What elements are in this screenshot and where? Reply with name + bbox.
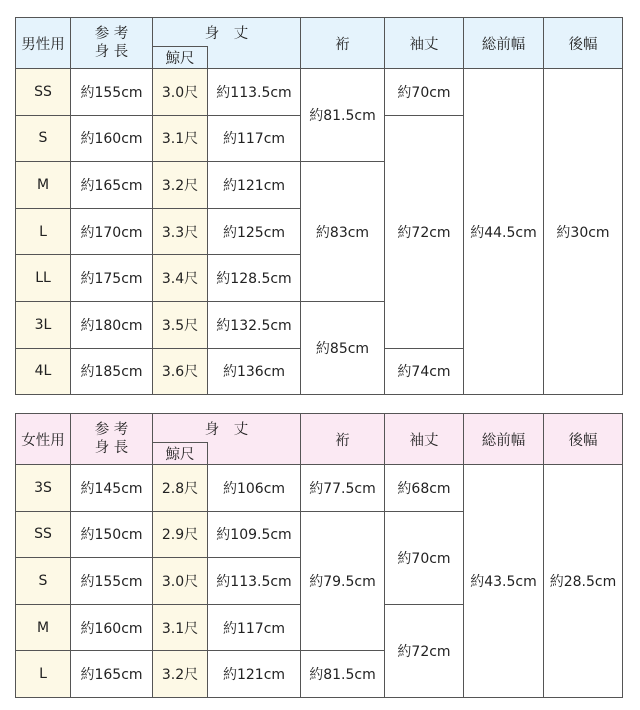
yuki-cell: 約85cm [301, 301, 385, 394]
reference-height-cell: 約155cm [71, 558, 153, 605]
header-ushirohaba: 後幅 [544, 414, 623, 465]
mitake-length-cell: 約109.5cm [208, 511, 301, 558]
mitake-length-cell: 約121cm [208, 162, 301, 209]
header-blank [208, 47, 301, 69]
yuki-cell: 約77.5cm [301, 465, 385, 512]
size-cell: SS [16, 69, 71, 116]
mitake-length-cell: 約125cm [208, 208, 301, 255]
sodetake-cell: 約72cm [385, 115, 464, 348]
mitake-length-cell: 約128.5cm [208, 255, 301, 302]
reference-height-cell: 約160cm [71, 115, 153, 162]
reference-height-cell: 約155cm [71, 69, 153, 116]
kujira-shaku-cell: 3.4尺 [153, 255, 208, 302]
header-reference-height [71, 414, 153, 465]
ushirohaba-cell: 約28.5cm [544, 465, 623, 698]
size-cell: S [16, 558, 71, 605]
sodetake-cell: 約72cm [385, 604, 464, 697]
reference-height-cell: 約145cm [71, 465, 153, 512]
reference-height-cell: 約150cm [71, 511, 153, 558]
header-maehaba: 総前幅 [464, 18, 544, 69]
mitake-length-cell: 約132.5cm [208, 301, 301, 348]
size-cell: M [16, 604, 71, 651]
men-size-table [15, 17, 623, 395]
reference-height-cell: 約165cm [71, 162, 153, 209]
header-type: 男性用 [16, 18, 71, 69]
kujira-shaku-cell: 3.3尺 [153, 208, 208, 255]
kujira-shaku-cell: 2.9尺 [153, 511, 208, 558]
size-cell: L [16, 208, 71, 255]
mitake-length-cell: 約106cm [208, 465, 301, 512]
header-yuki: 裄 [301, 414, 385, 465]
reference-height-cell: 約160cm [71, 604, 153, 651]
ushirohaba-cell: 約30cm [544, 69, 623, 395]
sodetake-cell: 約74cm [385, 348, 464, 395]
mitake-length-cell: 約121cm [208, 651, 301, 698]
header-kujira: 鯨尺 [153, 47, 208, 69]
header-kujira: 鯨尺 [153, 443, 208, 465]
reference-height-cell: 約180cm [71, 301, 153, 348]
header-reference-height [71, 18, 153, 69]
header-yuki: 裄 [301, 18, 385, 69]
size-cell: L [16, 651, 71, 698]
header-row [16, 414, 623, 443]
sodetake-cell: 約68cm [385, 465, 464, 512]
size-cell: S [16, 115, 71, 162]
kujira-shaku-cell: 3.0尺 [153, 558, 208, 605]
header-ref-line2: 身 長 [94, 44, 129, 60]
kujira-shaku-cell: 3.1尺 [153, 115, 208, 162]
reference-height-cell: 約165cm [71, 651, 153, 698]
mitake-length-cell: 約117cm [208, 115, 301, 162]
table-row [16, 465, 623, 512]
yuki-cell: 約79.5cm [301, 511, 385, 651]
size-cell: LL [16, 255, 71, 302]
size-cell: 3S [16, 465, 71, 512]
kujira-shaku-cell: 3.5尺 [153, 301, 208, 348]
yuki-cell: 約81.5cm [301, 651, 385, 698]
header-ref-line1: 参 考 [94, 26, 129, 42]
table-row [16, 69, 623, 116]
header-ushirohaba: 後幅 [544, 18, 623, 69]
kujira-shaku-cell: 2.8尺 [153, 465, 208, 512]
maehaba-cell: 約43.5cm [464, 465, 544, 698]
kujira-shaku-cell: 3.0尺 [153, 69, 208, 116]
header-maehaba: 総前幅 [464, 414, 544, 465]
header-sodetake: 袖丈 [385, 18, 464, 69]
header-mitake: 身 丈 [153, 18, 301, 47]
size-cell: 4L [16, 348, 71, 395]
header-sodetake: 袖丈 [385, 414, 464, 465]
header-row [16, 18, 623, 47]
header-mitake: 身 丈 [153, 414, 301, 443]
reference-height-cell: 約170cm [71, 208, 153, 255]
header-blank [208, 443, 301, 465]
reference-height-cell: 約175cm [71, 255, 153, 302]
sodetake-cell: 約70cm [385, 69, 464, 116]
mitake-length-cell: 約117cm [208, 604, 301, 651]
mitake-length-cell: 約113.5cm [208, 69, 301, 116]
header-type: 女性用 [16, 414, 71, 465]
yuki-cell: 約81.5cm [301, 69, 385, 162]
yuki-cell: 約83cm [301, 162, 385, 302]
size-cell: 3L [16, 301, 71, 348]
mitake-length-cell: 約113.5cm [208, 558, 301, 605]
size-cell: SS [16, 511, 71, 558]
kujira-shaku-cell: 3.1尺 [153, 604, 208, 651]
women-size-table [15, 413, 623, 698]
mitake-length-cell: 約136cm [208, 348, 301, 395]
sodetake-cell: 約70cm [385, 511, 464, 604]
kujira-shaku-cell: 3.2尺 [153, 651, 208, 698]
kujira-shaku-cell: 3.6尺 [153, 348, 208, 395]
header-ref-line1: 参 考 [94, 422, 129, 438]
header-ref-line2: 身 長 [94, 440, 129, 456]
reference-height-cell: 約185cm [71, 348, 153, 395]
maehaba-cell: 約44.5cm [464, 69, 544, 395]
size-cell: M [16, 162, 71, 209]
kujira-shaku-cell: 3.2尺 [153, 162, 208, 209]
